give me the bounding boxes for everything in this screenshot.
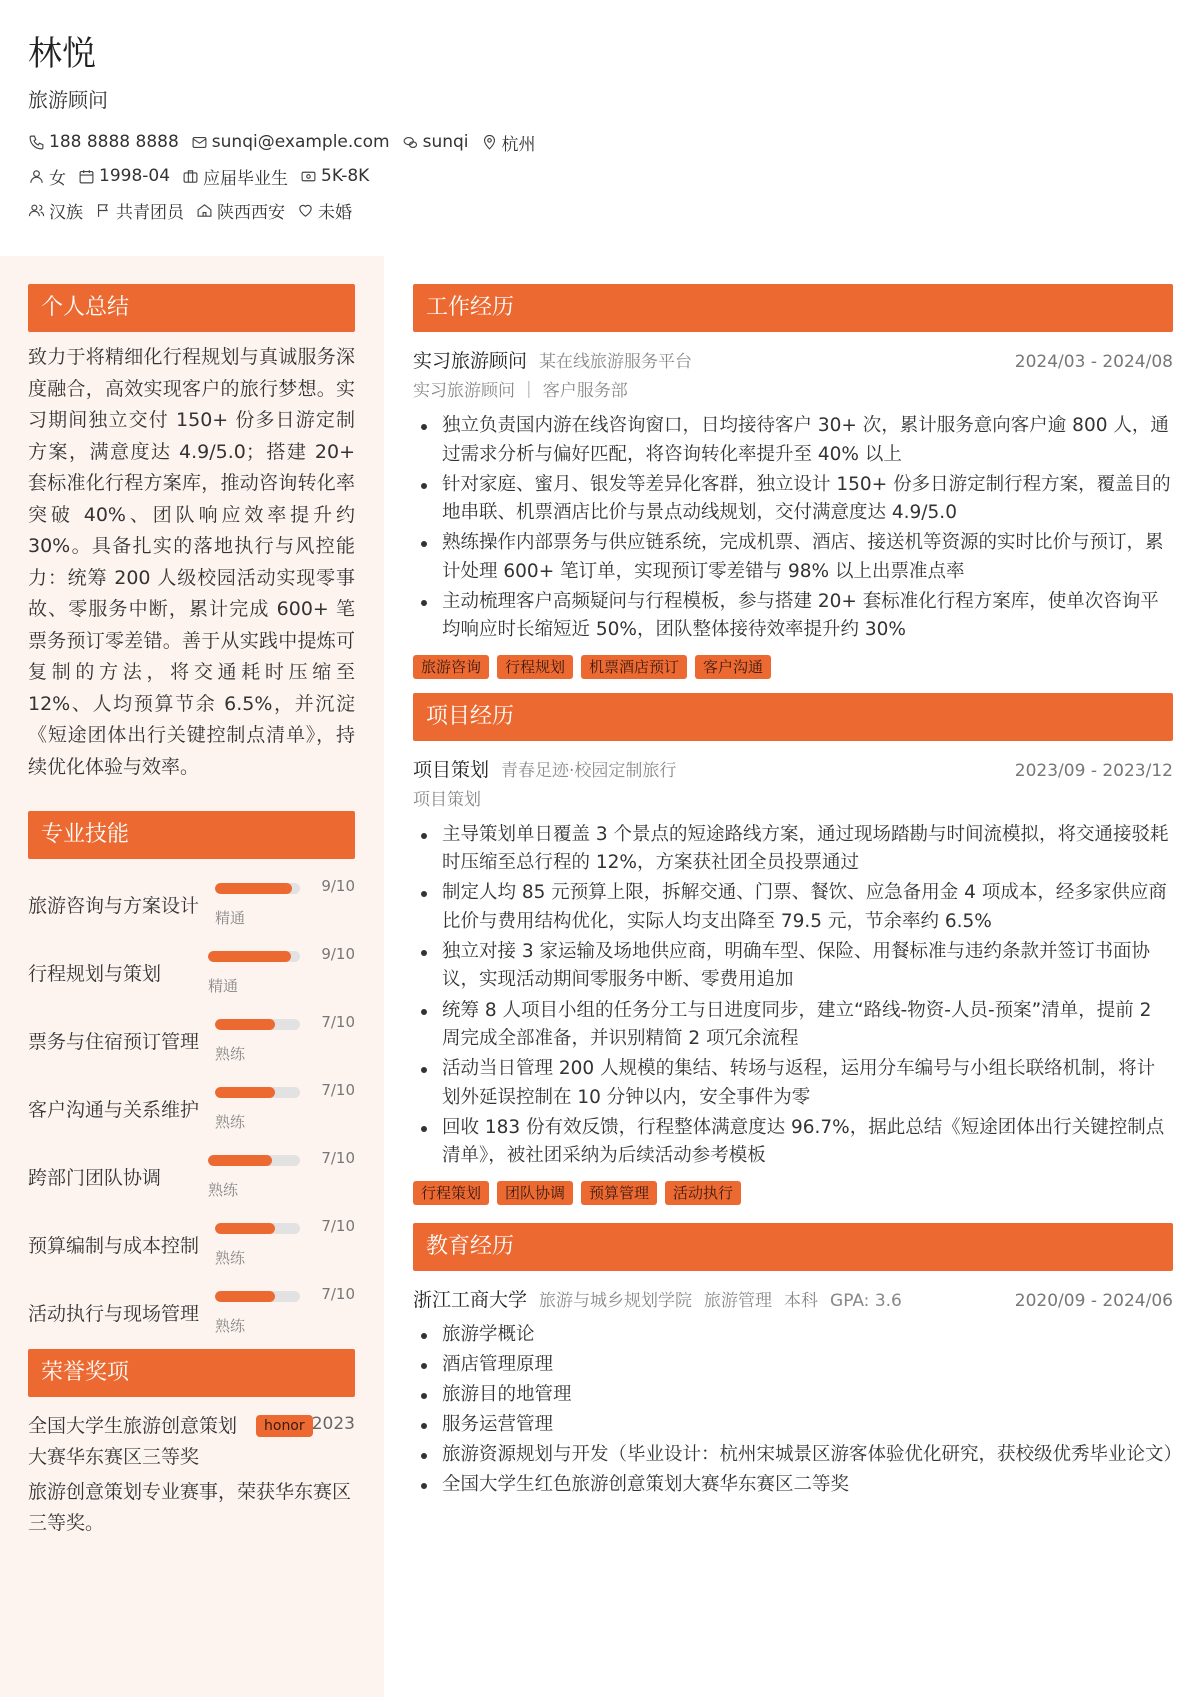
skill-level: 熟练	[215, 1113, 246, 1131]
skill-name: 跨部门团队协调	[28, 1167, 162, 1189]
bullet-item: 针对家庭、蜜月、银发等差异化客群，独立设计 150+ 份多日游定制行程方案，覆盖目的地串联、机票酒店比价与景点动线规划，交付满意度达 4.9/5.0	[413, 471, 1173, 528]
gpa: GPA: 3.6	[830, 1290, 902, 1311]
bullet-item: 制定人均 85 元预算上限，拆解交通、门票、餐饮、应急备用金 4 项成本，经多家供应商比价与费用结构优化，实际人均支出降至 79.5 元，节余率约 6.5%	[413, 879, 1173, 936]
bullet-item: 旅游学概论	[413, 1321, 1173, 1350]
bullet-item: 全国大学生红色旅游创意策划大赛华东赛区二等奖	[413, 1471, 1173, 1500]
home-icon	[196, 202, 213, 219]
gender-item	[28, 164, 66, 189]
salary-text: 5K-8K	[321, 166, 370, 186]
skill-tag: 旅游咨询	[413, 655, 489, 679]
birth-text: 1998-04	[99, 166, 171, 186]
skill-item	[28, 869, 355, 937]
skills-list	[28, 869, 355, 1345]
ethnicity-item	[28, 198, 83, 223]
work-bullets	[413, 412, 1173, 645]
skill-level: 精通	[208, 977, 239, 995]
project-role: 项目策划	[413, 789, 481, 810]
skill-bar-fill	[208, 951, 291, 962]
skill-tag: 行程策划	[413, 1181, 489, 1205]
skill-bar-fill	[215, 1223, 274, 1234]
phone-item[interactable]	[28, 132, 179, 152]
work-entry-head	[413, 346, 1173, 374]
skill-item	[28, 937, 355, 1005]
project-heading: 项目经历	[413, 693, 1173, 741]
skill-bar	[215, 883, 300, 894]
wechat-icon	[402, 134, 419, 151]
mail-icon	[191, 134, 208, 151]
skill-level: 熟练	[215, 1045, 246, 1063]
skill-name: 行程规划与策划	[28, 963, 162, 985]
degree: 本科	[784, 1290, 819, 1311]
email-item[interactable]	[191, 132, 390, 152]
ethnicity-text: 汉族	[49, 202, 83, 223]
skill-bar	[215, 1019, 300, 1030]
location-icon	[481, 134, 498, 151]
work-company: 某在线旅游服务平台	[539, 352, 693, 372]
briefcase-icon	[182, 168, 199, 185]
skill-score: 7/10	[321, 1081, 355, 1099]
bullet-item: 酒店管理原理	[413, 1351, 1173, 1380]
skill-bar-fill	[215, 883, 291, 894]
skill-bar	[208, 951, 300, 962]
bullet-item: 熟练操作内部票务与供应链系统，完成机票、酒店、接送机等资源的实时比价与预订，累计处理 600+ 笔订单，实现预订零差错与 98% 以上出票准点率	[413, 529, 1173, 586]
skill-tag: 活动执行	[665, 1181, 741, 1205]
skill-item	[28, 1005, 355, 1073]
skill-tag: 机票酒店预订	[581, 655, 687, 679]
education-date: 2020/09 - 2024/06	[1014, 1290, 1173, 1311]
skill-bar-fill	[215, 1019, 274, 1030]
skill-level: 熟练	[208, 1181, 239, 1199]
group-icon	[28, 202, 45, 219]
skill-name: 预算编制与成本控制	[28, 1235, 200, 1257]
bullet-item: 活动当日管理 200 人规模的集结、转场与返程，运用分车编号与小组长联络机制，将计划外延误控制在 10 分钟以内，安全事件为零	[413, 1055, 1173, 1112]
work-tags	[413, 655, 1173, 679]
phone-icon	[28, 134, 45, 151]
award-item	[28, 1411, 355, 1539]
skill-bar	[215, 1087, 300, 1098]
flag-icon	[95, 202, 112, 219]
bullet-item: 服务运营管理	[413, 1411, 1173, 1440]
skill-bar-fill	[215, 1291, 274, 1302]
skill-bar-fill	[215, 1087, 274, 1098]
marital-text: 未婚	[318, 202, 352, 223]
skill-level: 熟练	[215, 1249, 246, 1267]
project-entry-head	[413, 755, 1173, 783]
skill-bar	[215, 1223, 300, 1234]
project-tags	[413, 1181, 1173, 1205]
hometown-item	[196, 198, 285, 223]
school-name: 浙江工商大学	[413, 1288, 528, 1311]
heart-icon	[297, 202, 314, 219]
summary-heading: 个人总结	[28, 284, 355, 332]
birth-item	[78, 166, 170, 186]
personal-row	[28, 164, 1178, 188]
skill-bar-fill	[208, 1155, 272, 1166]
email-text: sunqi@example.com	[211, 132, 390, 152]
money-icon	[300, 168, 317, 185]
bullet-item: 主动梳理客户高频疑问与行程模板，参与搭建 20+ 套标准化行程方案库，使单次咨询平均响应时长缩短近 50%，团队整体接待效率提升约 30%	[413, 588, 1173, 645]
skill-tag: 团队协调	[497, 1181, 573, 1205]
award-title: 全国大学生旅游创意策划大赛华东赛区三等奖	[28, 1415, 238, 1468]
sidebar	[28, 284, 355, 1539]
skill-item	[28, 1141, 355, 1209]
skill-name: 票务与住宿预订管理	[28, 1031, 200, 1053]
skill-score: 7/10	[321, 1149, 355, 1167]
project-name: 青春足迹·校园定制旅行	[501, 760, 677, 781]
award-year: 2023	[311, 1414, 355, 1434]
location-text: 杭州	[501, 134, 536, 155]
education-heading: 教育经历	[413, 1223, 1173, 1271]
skill-score: 7/10	[321, 1217, 355, 1235]
summary-text: 致力于将精细化行程规划与真诚服务深度融合，高效实现客户的旅行梦想。实习期间独立交付 150+ 份多日游定制方案，满意度达 4.9/5.0；搭建 20+ 套标准化行程方案库，推动咨询转化率突破 40%、团队响应效率提升约 30%。具备扎实的落地执行与风控能力：统筹 200 人级校园活动实现零事故、零服务中断，累计完成 600+ 笔票务预订零差错。善于从实践中提炼可复制的方法，将交通耗时压缩至 12%、人均预算节余 6.5%，并沉淀《短途团体出行关键控制点清单》，持续优化体验与效率。	[28, 346, 355, 778]
hometown-text: 陕西西安	[217, 202, 285, 223]
work-position: 实习旅游顾问	[413, 350, 528, 372]
skill-tag: 预算管理	[581, 1181, 657, 1205]
user-icon	[28, 168, 45, 185]
award-description: 旅游创意策划专业赛事，荣获华东赛区三等奖。	[28, 1481, 352, 1534]
education-entry-head	[413, 1285, 1173, 1313]
political-text: 共青团员	[116, 202, 184, 223]
skill-name: 活动执行与现场管理	[28, 1303, 200, 1325]
skill-bar	[215, 1291, 300, 1302]
work-date: 2024/03 - 2024/08	[1014, 352, 1173, 372]
skill-score: 7/10	[321, 1013, 355, 1031]
work-role: 实习旅游顾问 ｜ 客户服务部	[413, 381, 628, 401]
marital-item	[297, 198, 352, 223]
candidate-name: 林悦	[28, 34, 96, 74]
resume-header	[28, 30, 1178, 222]
skill-score: 7/10	[321, 1285, 355, 1303]
skill-name: 旅游咨询与方案设计	[28, 895, 200, 917]
bullet-item: 旅游目的地管理	[413, 1381, 1173, 1410]
skill-item	[28, 1277, 355, 1345]
awards-heading: 荣誉奖项	[28, 1349, 355, 1397]
major-name: 旅游管理	[704, 1290, 773, 1311]
work-heading: 工作经历	[413, 284, 1173, 332]
skill-level: 精通	[215, 909, 246, 927]
bullet-item: 旅游资源规划与开发（毕业设计：杭州宋城景区游客体验优化研究，获校级优秀毕业论文）	[413, 1441, 1173, 1470]
job-title: 旅游顾问	[28, 88, 108, 112]
bullet-item: 独立负责国内游在线咨询窗口，日均接待客户 30+ 次，累计服务意向客户逾 800 人，通过需求分析与偏好匹配，将咨询转化率提升至 40% 以上	[413, 412, 1173, 469]
location-item	[481, 130, 536, 155]
status-item	[182, 164, 288, 189]
contact-row	[28, 130, 1178, 154]
skill-tag: 行程规划	[497, 655, 573, 679]
project-date: 2023/09 - 2023/12	[1014, 760, 1173, 781]
salary-item	[300, 166, 369, 186]
bullet-item: 回收 183 份有效反馈，行程整体满意度达 96.7%，据此总结《短途团体出行关键控制点清单》，被社团采纳为后续活动参考模板	[413, 1114, 1173, 1171]
political-item	[95, 198, 184, 223]
skill-bar	[208, 1155, 300, 1166]
wechat-text: sunqi	[422, 132, 469, 152]
skill-tag: 客户沟通	[695, 655, 771, 679]
bullet-item: 独立对接 3 家运输及场地供应商，明确车型、保险、用餐标准与违约条款并签订书面协议，实现活动期间零服务中断、零费用追加	[413, 938, 1173, 995]
project-bullets	[413, 821, 1173, 1171]
skill-score: 9/10	[321, 877, 355, 895]
course-list	[413, 1321, 1183, 1500]
bullet-item: 主导策划单日覆盖 3 个景点的短途路线方案，通过现场踏勘与时间流模拟，将交通接驳耗时压缩至总行程的 12%，方案获社团全员投票通过	[413, 821, 1173, 878]
extra-row	[28, 198, 1178, 222]
gender-text: 女	[49, 168, 66, 189]
skill-score: 9/10	[321, 945, 355, 963]
skill-item	[28, 1209, 355, 1277]
skill-name: 客户沟通与关系维护	[28, 1099, 200, 1121]
calendar-icon	[78, 168, 95, 185]
award-badge: honor	[256, 1415, 313, 1437]
project-role-title: 项目策划	[413, 758, 490, 781]
wechat-item[interactable]	[402, 132, 469, 152]
bullet-item: 统筹 8 人项目小组的任务分工与日进度同步，建立“路线-物资-人员-预案”清单，提前 2 周完成全部准备，并识别精简 2 项冗余流程	[413, 997, 1173, 1054]
skill-item	[28, 1073, 355, 1141]
college-name: 旅游与城乡规划学院	[539, 1290, 693, 1311]
skills-heading: 专业技能	[28, 811, 355, 859]
status-text: 应届毕业生	[203, 168, 289, 189]
skill-level: 熟练	[215, 1317, 246, 1335]
phone-text: 188 8888 8888	[49, 132, 179, 152]
main-content	[413, 284, 1183, 1501]
